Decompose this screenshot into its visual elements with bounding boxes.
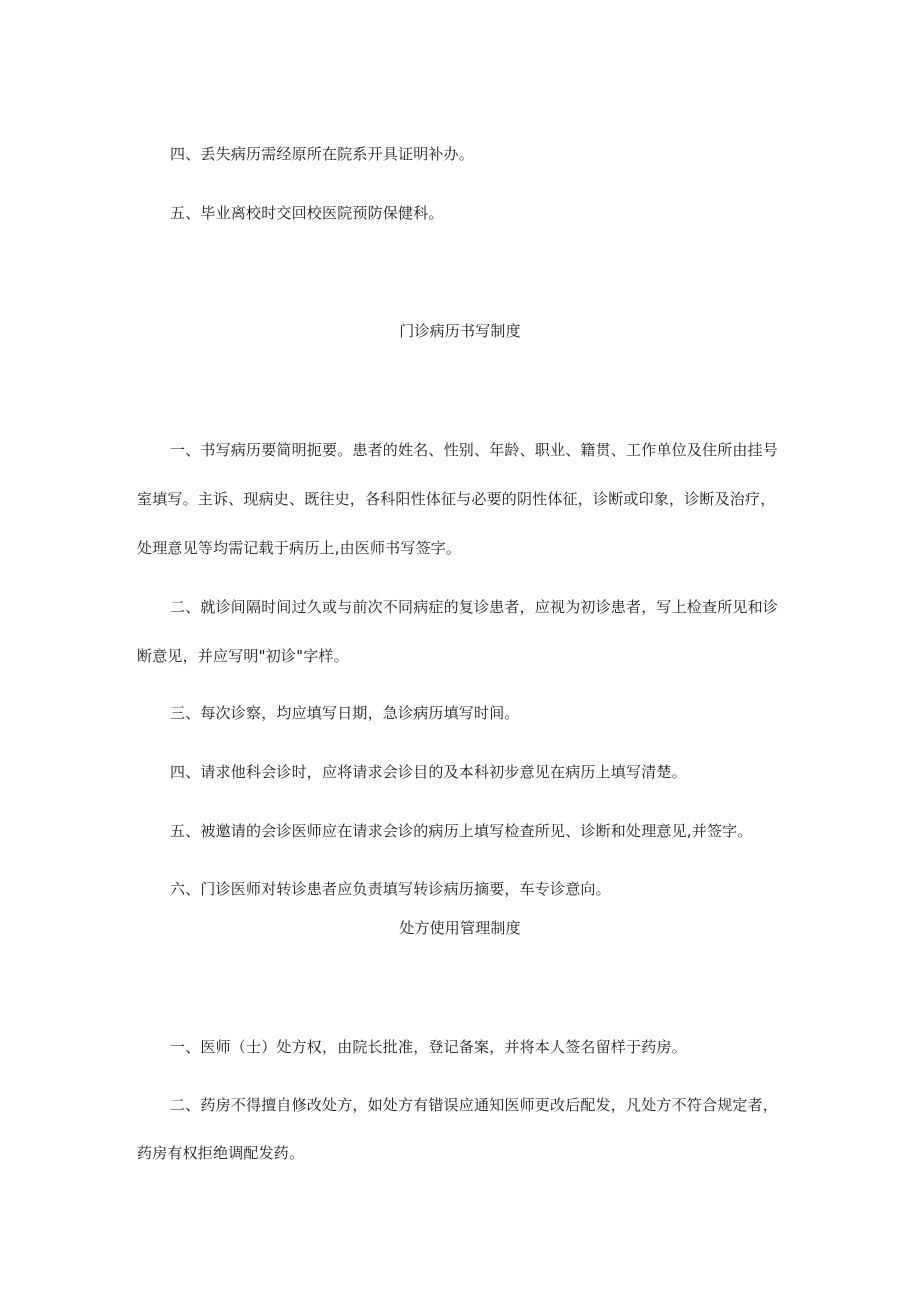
outpatient-item-1-line-3: 处理意见等均需记载于病历上,由医师书写签字。 bbox=[137, 539, 462, 557]
outpatient-section-title: 门诊病历书写制度 bbox=[399, 322, 521, 340]
outpatient-item-4: 四、请求他科会诊时，应将请求会诊目的及本科初步意见在病历上填写清楚。 bbox=[170, 763, 687, 781]
outpatient-item-1-line-1: 一、书写病历要简明扼要。患者的姓名、性别、年龄、职业、籍贯、工作单位及住所由挂号 bbox=[170, 441, 779, 459]
outpatient-item-1-line-2: 室填写。主诉、现病史、既往史，各科阳性体征与必要的阴性体征，诊断或印象，诊断及治疗， bbox=[137, 490, 776, 508]
outpatient-item-6: 六、门诊医师对转诊患者应负责填写转诊病历摘要，车专诊意向。 bbox=[170, 880, 611, 898]
intro-item-5: 五、毕业离校时交回校医院预防保健科。 bbox=[170, 204, 444, 222]
prescription-item-2-line-2: 药房有权拒绝调配发药。 bbox=[137, 1144, 305, 1162]
prescription-item-1: 一、医师（士）处方权，由院长批准，登记备案，并将本人签名留样于药房。 bbox=[170, 1038, 687, 1056]
outpatient-item-5: 五、被邀请的会诊医师应在请求会诊的病历上填写检查所见、诊断和处理意见,并签字。 bbox=[170, 822, 753, 840]
intro-item-4: 四、丢失病历需经原所在院系开具证明补办。 bbox=[170, 145, 475, 163]
prescription-section-title: 处方使用管理制度 bbox=[399, 919, 521, 937]
prescription-item-2-line-1: 二、药房不得擅自修改处方，如处方有错误应通知医师更改后配发，凡处方不符合规定者， bbox=[170, 1096, 779, 1114]
outpatient-item-3: 三、每次诊察，均应填写日期，急诊病历填写时间。 bbox=[170, 704, 520, 722]
outpatient-item-2-line-1: 二、就诊间隔时间过久或与前次不同病症的复诊患者，应视为初诊患者，写上检查所见和诊 bbox=[170, 598, 779, 616]
outpatient-item-2-line-2: 断意见，并应写明"初诊"字样。 bbox=[137, 647, 349, 665]
